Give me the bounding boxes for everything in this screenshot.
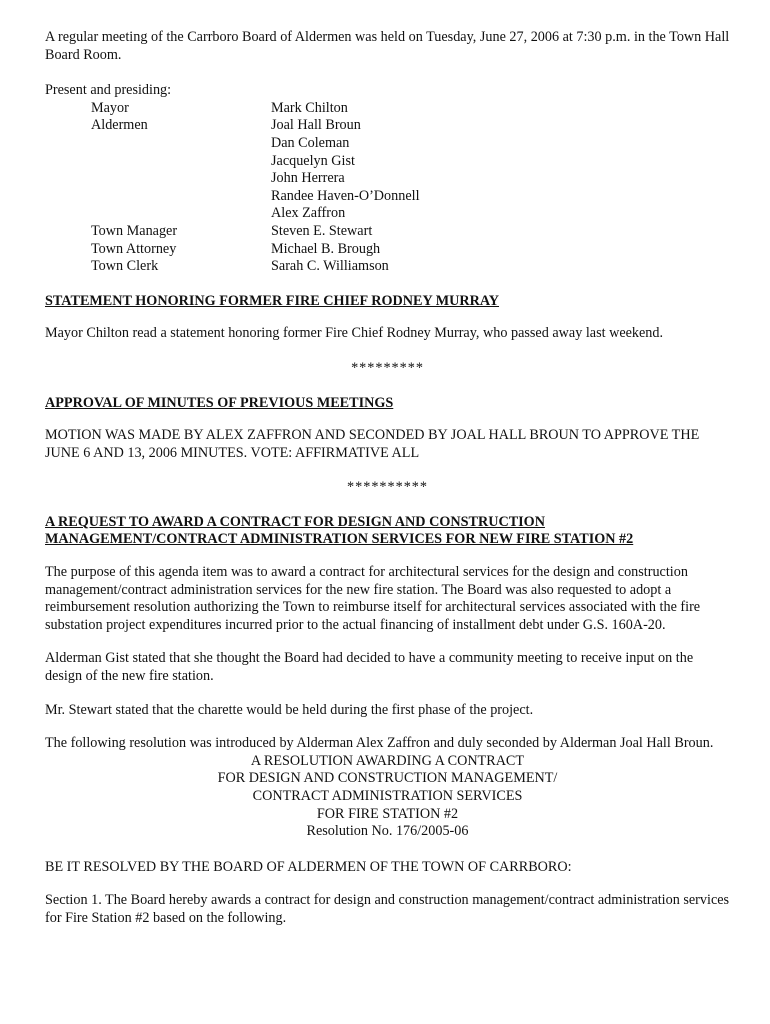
attendance-role: Mayor — [91, 99, 129, 116]
section-heading-fire-chief: STATEMENT HONORING FORMER FIRE CHIEF RODNEY MURRAY — [45, 292, 500, 309]
minutes-document — [45, 29, 730, 928]
attendance-name: John Herrera — [271, 170, 345, 187]
intro-paragraph: A regular meeting of the Carrboro Board of Aldermen was held on Tuesday, June 27, 2006 at 7:30 p.m. in the Town Hall Board Room. — [45, 29, 730, 63]
attendance-role — [45, 153, 271, 171]
section-body-fire-chief: Mayor Chilton read a statement honoring former Fire Chief Rodney Murray, who passed away last weekend. — [45, 325, 664, 342]
attendance-name: Michael B. Brough — [271, 240, 381, 257]
attendance-name: Jacquelyn Gist — [271, 152, 355, 169]
attendance-name: Mark Chilton — [271, 99, 348, 116]
section-heading-fire-station: A REQUEST TO AWARD A CONTRACT FOR DESIGN AND CONSTRUCTION MANAGEMENT/CONTRACT ADMINISTRATION SERVICES FOR NEW FIRE STATION #2 — [45, 513, 634, 548]
attendance-role: Town Manager — [91, 222, 178, 239]
present-label: Present and presiding: — [45, 82, 172, 99]
resolution-title-line: FOR DESIGN AND CONSTRUCTION MANAGEMENT/ — [217, 770, 558, 787]
attendance-list — [45, 100, 730, 276]
gist-paragraph: Alderman Gist stated that she thought the Board had decided to have a community meeting to receive input on the design of the new fire station. — [45, 650, 694, 685]
resolution-title-line: A RESOLUTION AWARDING A CONTRACT — [250, 752, 525, 769]
stewart-paragraph: Mr. Stewart stated that the charette would be held during the first phase of the project. — [45, 701, 534, 718]
resolution-number: Resolution No. 176/2005-06 — [306, 823, 469, 840]
attendance-role: Town Clerk — [91, 258, 159, 275]
attendance-role — [45, 170, 271, 188]
resolved-statement: BE IT RESOLVED BY THE BOARD OF ALDERMEN OF THE TOWN OF CARRBORO: — [45, 858, 572, 875]
attendance-role: Aldermen — [91, 117, 148, 134]
attendance-role — [45, 205, 271, 223]
section-heading-minutes: APPROVAL OF MINUTES OF PREVIOUS MEETINGS — [45, 394, 394, 411]
resolution-title-line: FOR FIRE STATION #2 — [316, 805, 459, 822]
section-separator: ********* — [351, 359, 424, 376]
section-separator: ********** — [347, 479, 428, 496]
resolution-title-line: CONTRACT ADMINISTRATION SERVICES — [252, 788, 523, 804]
resolution-title — [45, 753, 730, 841]
attendance-name: Alex Zaffron — [271, 205, 346, 222]
resolution-intro-paragraph: The following resolution was introduced by Alderman Alex Zaffron and duly seconded by Alderman Joal Hall Broun. — [45, 735, 714, 752]
purpose-paragraph: The purpose of this agenda item was to award a contract for architectural services for the design and construction management/contract administration services for the new fire station. The Board was also requested to adopt a reimbursement resolution authorizing the Town to reimburse itself for architectural services associated with the fire substation project expenditures incurred prior to the actual financing of installment debt under G.S. 160A-20. — [45, 564, 701, 633]
section-body-minutes: MOTION WAS MADE BY ALEX ZAFFRON AND SECONDED BY JOAL HALL BROUN TO APPROVE THE JUNE 6 AND 13, 2006 MINUTES. VOTE: AFFIRMATIVE ALL — [45, 427, 700, 461]
attendance-role — [45, 188, 271, 206]
attendance-role: Town Attorney — [91, 240, 177, 257]
section-1-paragraph: Section 1. The Board hereby awards a contract for design and construction management/contract administration services for Fire Station #2 based on the following. — [45, 892, 730, 926]
attendance-role — [45, 135, 271, 153]
attendance-name: Steven E. Stewart — [271, 222, 373, 239]
attendance-name: Dan Coleman — [271, 134, 350, 151]
attendance-name: Sarah C. Williamson — [271, 258, 389, 275]
attendance-name: Joal Hall Broun — [271, 117, 361, 134]
attendance-name: Randee Haven-O’Donnell — [271, 187, 420, 204]
